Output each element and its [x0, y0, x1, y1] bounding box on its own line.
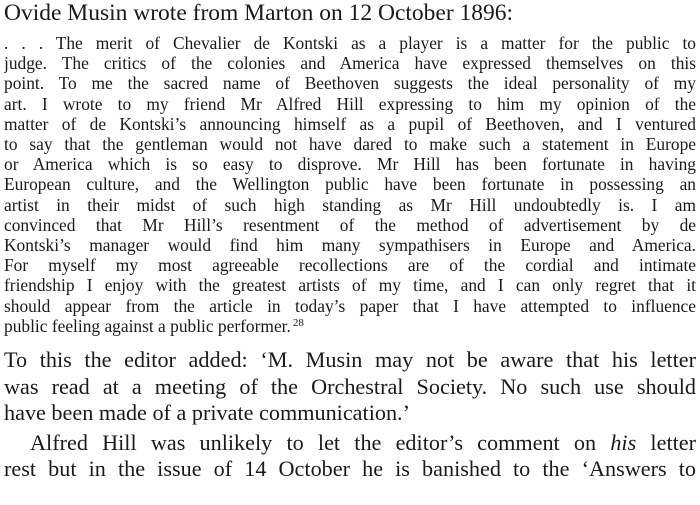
quote-line: point. To me the sacred name of Beethoven suggests the ideal personality of my — [4, 73, 696, 94]
quote-line: . . . The merit of Chevalier de Kontski as a player is a matter for the public to — [4, 33, 696, 53]
quote-line: matter of de Kontski’s announcing himself as a pupil of Beethoven, and I ventured — [4, 113, 696, 134]
quote-line: art. I wrote to my friend Mr Alfred Hill expressing to him my opinion of the — [4, 93, 696, 114]
quote-line: Kontski’s manager would find him many sympathisers in Europe and America. — [4, 235, 696, 256]
quote-line: friendship I enjoy with the greatest artists of my time, and I can only regret that it — [4, 275, 696, 296]
quote-line: or America which is so easy to disprove. Mr Hill has been fortunate in having — [4, 154, 696, 175]
quote-line: convinced that Mr Hill’s resentment of the method of advertisement by de — [4, 214, 696, 235]
next-para-line-1 — [4, 430, 696, 457]
next-para-line-2: rest but in the issue of 14 October he is banished to the ‘Answers to — [4, 456, 696, 482]
footnote-marker: 28 — [292, 316, 304, 329]
quote-line-text: public feeling against a public performer. — [4, 315, 291, 336]
quote-line: artist in their midst of such high standing as Mr Hill undoubtedly is. I am — [4, 194, 696, 215]
quote-line: For myself my most agreeable recollections are of the cordial and intimate — [4, 255, 696, 276]
quote-line: European culture, and the Wellington public have been fortunate in possessing an — [4, 174, 696, 195]
editor-line: To this the editor added: ‘M. Musin may not be aware that his letter — [4, 347, 696, 373]
intro-line: Ovide Musin wrote from Marton on 12 October 1896: — [4, 0, 514, 26]
editor-line: was read at a meeting of the Orchestral Society. No such use should — [4, 373, 696, 399]
block-quote — [4, 33, 696, 336]
editor-line: have been made of a private communication.’ — [4, 400, 410, 426]
editor-paragraph — [4, 347, 696, 427]
quote-line: judge. The critics of the colonies and America have expressed themselves on this — [4, 53, 696, 74]
document-page — [4, 0, 696, 483]
quote-line: should appear from the article in today’s paper that I have attempted to influence — [4, 295, 696, 316]
emphasis-his: his — [610, 429, 637, 455]
quote-last-line — [4, 316, 696, 336]
next-para-text: Alfred Hill was unlikely to let the editor’s comment on — [30, 429, 611, 455]
next-paragraph — [4, 430, 696, 483]
quote-line: to say that the gentleman would not have dared to make such a statement in Europe — [4, 134, 696, 155]
next-para-text: letter — [636, 429, 696, 455]
